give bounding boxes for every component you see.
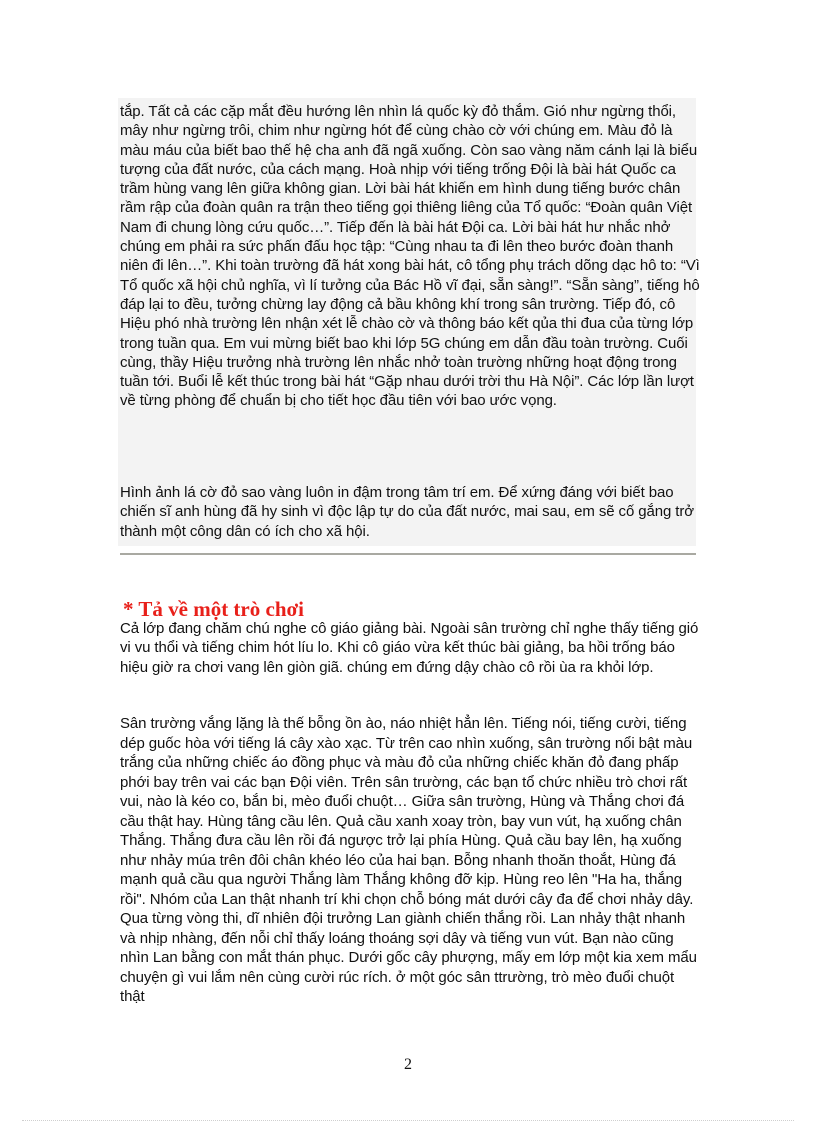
- paragraph-flag-ceremony: tắp. Tất cả các cặp mắt đều hướng lên nhìn lá quốc kỳ đỏ thắm. Gió như ngừng thổi, mây như ngừng trôi, chim như ngừng hót để cùng chào cờ với chúng em. Màu đỏ là màu máu của biết bao thế hệ cha anh đã ngã xuống. Còn sao vàng năm cánh lại là biểu tượng của đất nước, của cách mạng. Hoà nhịp với tiếng trống Đội là bài hát Quốc ca trầm hùng vang lên giữa không gian. Lời bài hát khiến em hình dung tiếng bước chân rầm rập của đoàn quân ra trận theo tiếng gọi thiêng liêng của Tổ quốc: “Đoàn quân Việt Nam đi chung lòng cứu quốc…”. Tiếp đến là bài hát Đội ca. Lời bài hát hư nhắc nhở chúng em phải ra sức phấn đấu học tập: “Cùng nhau ta đi lên theo bước đoàn thanh niên đi lên…”. Khi toàn trường đã hát xong bài hát, cô tổng phụ trách dõng dạc hô to: “Vì Tổ quốc xã hội chủ nghĩa, vì lí tưởng của Bác Hồ vĩ đại, sẵn sàng!”. “Sẵn sàng”, tiếng hô đáp lại to đều, tưởng chừng lay động cả bầu không khí trong sân trường. Tiếp đó, cô Hiệu phó nhà trường lên nhận xét lễ chào cờ và thông báo kết qủa thi đua của từng lớp trong tuần qua. Em vui mừng biết bao khi lớp 5G chúng em dẫn đầu toàn trường. Cuối cùng, thầy Hiệu trưởng nhà trường lên nhắc nhở toàn trường những hoạt động trong tuần tới. Buổi lễ kết thúc trong bài hát “Gặp nhau dưới trời thu Hà Nội”. Các lớp lần lượt về từng phòng để chuẩn bị cho tiết học đầu tiên với bao ước vọng.: [120, 103, 700, 410]
- page-number: 2: [404, 1056, 412, 1073]
- paragraph-conclusion: Hình ảnh lá cờ đỏ sao vàng luôn in đậm trong tâm trí em. Để xứng đáng với biết bao chiến sĩ anh hùng đã hy sinh vì độc lập tự do của đất nước, mai sau, em sẽ cố gắng trở thành một công dân có ích cho xã hội.: [120, 484, 694, 540]
- paragraph-schoolyard-games: Sân trường vắng lặng là thế bỗng ồn ào, náo nhiệt hẳn lên. Tiếng nói, tiếng cười, tiếng dép guốc hòa với tiếng lá cây xào xạc. Từ trên cao nhìn xuống, sân trường nổi bật màu trắng của những chiếc áo đồng phục và màu đỏ của những chiếc khăn đỏ đang phấp phới bay trên vai các bạn Đội viên. Trên sân trường, các bạn tổ chức nhiều trò chơi rất vui, nào là kéo co, bắn bi, mèo đuổi chuột… Giữa sân trường, Hùng và Thắng chơi đá cầu thật hay. Hùng tâng cầu lên. Quả cầu xanh xoay tròn, bay vun vút, hạ xuống chân Thắng. Thắng đưa cầu lên rồi đá ngược trở lại phía Hùng. Quả cầu bay lên, hạ xuống như nhảy múa trên đôi chân khéo léo của hai bạn. Bỗng nhanh thoăn thoắt, Hùng đá mạnh quả cầu qua người Thắng làm Thắng không đỡ kịp. Hùng reo lên "Ha ha, thắng rồi". Nhóm của Lan thật nhanh trí khi chọn chỗ bóng mát dưới cây đa để chơi nhảy dây. Qua từng vòng thi, dĩ nhiên đội trưởng Lan giành chiến thắng rồi. Lan nhảy thật nhanh và nhịp nhàng, đến nỗi chỉ thấy loáng thoáng sợi dây và tiếng vun vút. Bạn nào cũng nhìn Lan bằng con mắt thán phục. Dưới gốc cây phượng, mấy em lớp một kia xem mẩu chuyện gì vui lắm nên cùng cười rúc rích. ở một góc sân ttrường, trò mèo đuổi chuột thật: [120, 715, 697, 1005]
- paragraph-class-break: Cả lớp đang chăm chú nghe cô giáo giảng bài. Ngoài sân trường chỉ nghe thấy tiếng gió vi vu thổi và tiếng chim hót líu lo. Khi cô giáo vừa kết thúc bài giảng, ba hồi trống báo hiệu giờ ra chơi vang lên giòn giã. chúng em đứng dậy chào cô rồi ùa ra khỏi lớp.: [120, 620, 699, 676]
- section-heading: * Tả về một trò chơi: [123, 597, 304, 621]
- page-footer-line: [22, 1120, 794, 1121]
- section-divider: [120, 553, 696, 555]
